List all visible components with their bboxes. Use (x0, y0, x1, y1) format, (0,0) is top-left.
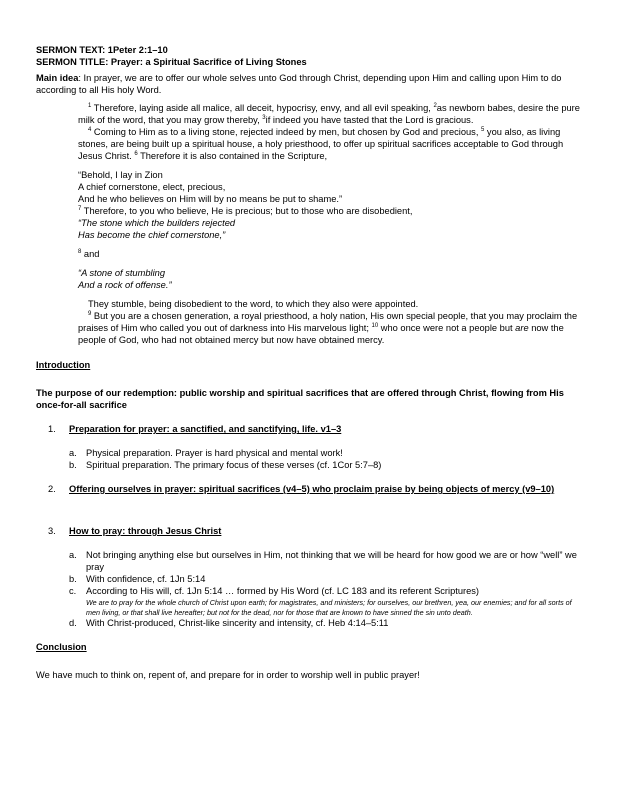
subpoint-letter: b. (69, 574, 77, 584)
verse-number: 3 (262, 114, 266, 121)
verse-8b: They stumble, being disobedient to the word, to which they also were appointed. (88, 299, 419, 309)
main-idea-text: : In prayer, we are to offer our whole selves unto God through Christ, depending upon Him and calling upon Him to do according to all His holy Word. (36, 73, 562, 95)
subpoint-text: With Christ-produced, Christ-like sincerity and intensity, cf. Heb 4:14–5:11 (86, 618, 389, 628)
quote-line: A chief cornerstone, elect, precious, (78, 182, 226, 192)
subpoint-text: With confidence, cf. 1Jn 5:14 (86, 574, 206, 584)
verse-emphasis: are (515, 323, 529, 333)
point-2 (48, 483, 584, 495)
verse-8 (78, 248, 582, 260)
quotation-stumbling (78, 267, 582, 291)
verse-text: But you are a chosen generation, a royal priesthood, a holy nation, His own special people, that you may proclaim the praises of Him who called you out of darkness into His marvelous light; (78, 311, 578, 333)
subpoint (69, 549, 584, 573)
subpoint-text: Physical preparation. Prayer is hard physical and mental work! (86, 448, 343, 458)
verse-number: 8 (78, 248, 82, 255)
sermon-document (36, 44, 584, 681)
point-3-subpoints (69, 549, 584, 629)
introduction-heading: Introduction (36, 360, 91, 370)
subpoint-letter: d. (69, 618, 77, 628)
verse-7 (78, 205, 582, 217)
quote-line: Has become the chief cornerstone,” (78, 230, 226, 240)
catechism-quote: We are to pray for the whole church of Christ upon earth; for magistrates, and ministers; for ourselves, our brethren, yea, our enemies; and for all sorts of men living, or that shall live hereafter; but not for the dead, nor for those that are known to have sinned the sin unto death. (86, 598, 572, 617)
verse-number: 9 (88, 310, 92, 317)
verse-text: Therefore it is also contained in the Scripture, (137, 151, 328, 161)
verse-text: now the people of God, who had not obtained mercy but now have obtained mercy. (78, 323, 564, 345)
verse-number: 5 (481, 126, 485, 133)
verses-1-3 (78, 102, 582, 126)
point-number: 1. (48, 424, 56, 434)
subpoint (69, 617, 584, 629)
quotation-zion (78, 169, 582, 241)
subpoint-letter: c. (69, 586, 77, 596)
conclusion-heading: Conclusion (36, 642, 87, 652)
sermon-title-heading: SERMON TITLE: Prayer: a Spiritual Sacrifice of Living Stones (36, 57, 307, 67)
subpoint (69, 459, 584, 471)
verses-9-10 (78, 310, 582, 346)
subpoint (69, 585, 584, 617)
subpoint-letter: a. (69, 448, 77, 458)
quote-line: “Behold, I lay in Zion (78, 170, 163, 180)
point-title: Offering ourselves in prayer: spiritual sacrifices (v4–5) who proclaim praise by being objects of mercy (v9–10) (69, 484, 555, 494)
point-number: 3. (48, 526, 56, 536)
sermon-text-heading: SERMON TEXT: 1Peter 2:1–10 (36, 45, 168, 55)
main-idea (36, 72, 584, 96)
main-idea-label: Main idea (36, 73, 79, 83)
sermon-points (36, 423, 584, 629)
verse-text: who once were not a people but (378, 323, 516, 333)
verse-text: Therefore, laying aside all malice, all deceit, hypocrisy, envy, and all evil speaking, (91, 103, 434, 113)
scripture-passage (78, 102, 582, 346)
verse-number: 10 (371, 322, 379, 329)
point-title: How to pray: through Jesus Christ (69, 526, 222, 536)
verses-4-6 (78, 126, 582, 162)
quote-line: “A stone of stumbling (78, 268, 165, 278)
subpoint-text: Not bringing anything else but ourselves in Him, not thinking that we will be heard for how good we are or how “well” we pray (86, 550, 577, 572)
subpoint-text: According to His will, cf. 1Jn 5:14 … formed by His Word (cf. LC 183 and its referent Scriptures) (86, 586, 480, 596)
verse-text: and (81, 249, 100, 259)
point-1-subpoints (69, 447, 584, 471)
point-3 (48, 525, 584, 629)
verse-text: Coming to Him as to a living stone, rejected indeed by men, but chosen by God and precious, (91, 127, 481, 137)
subpoint (69, 447, 584, 459)
verse-number: 7 (78, 205, 82, 212)
verse-text: as newborn babes, desire the pure milk of the word, that you may grow thereby, (78, 103, 580, 125)
quote-line: “The stone which the builders rejected (78, 218, 236, 228)
subpoint-letter: b. (69, 460, 77, 470)
purpose-statement: The purpose of our redemption: public worship and spiritual sacrifices that are offered through Christ, flowing from His once-for-all sacrifice (36, 388, 564, 410)
verse-number: 1 (88, 102, 92, 109)
verse-text: if indeed you have tasted that the Lord is gracious. (265, 115, 474, 125)
quote-line: And he who believes on Him will by no means be put to shame.” (78, 194, 343, 204)
subpoint-text: Spiritual preparation. The primary focus of these verses (cf. 1Cor 5:7–8) (86, 460, 382, 470)
sermon-header (36, 44, 584, 68)
quote-line: And a rock of offense.” (78, 280, 172, 290)
subpoint-letter: a. (69, 550, 77, 560)
verse-number: 4 (88, 126, 92, 133)
conclusion-text: We have much to think on, repent of, and prepare for in order to worship well in public prayer! (36, 670, 420, 680)
point-number: 2. (48, 484, 56, 494)
verse-number: 2 (433, 102, 437, 109)
verse-number: 6 (134, 150, 138, 157)
point-1 (48, 423, 584, 471)
subpoint (69, 573, 584, 585)
verse-text: Therefore, to you who believe, He is precious; but to those who are disobedient, (81, 206, 413, 216)
verse-text: you also, as living stones, are being built up a spiritual house, a holy priesthood, to offer up spiritual sacrifices acceptable to God through Jesus Christ. (78, 127, 564, 161)
point-title: Preparation for prayer: a sanctified, and sanctifying, life. v1–3 (69, 424, 342, 434)
